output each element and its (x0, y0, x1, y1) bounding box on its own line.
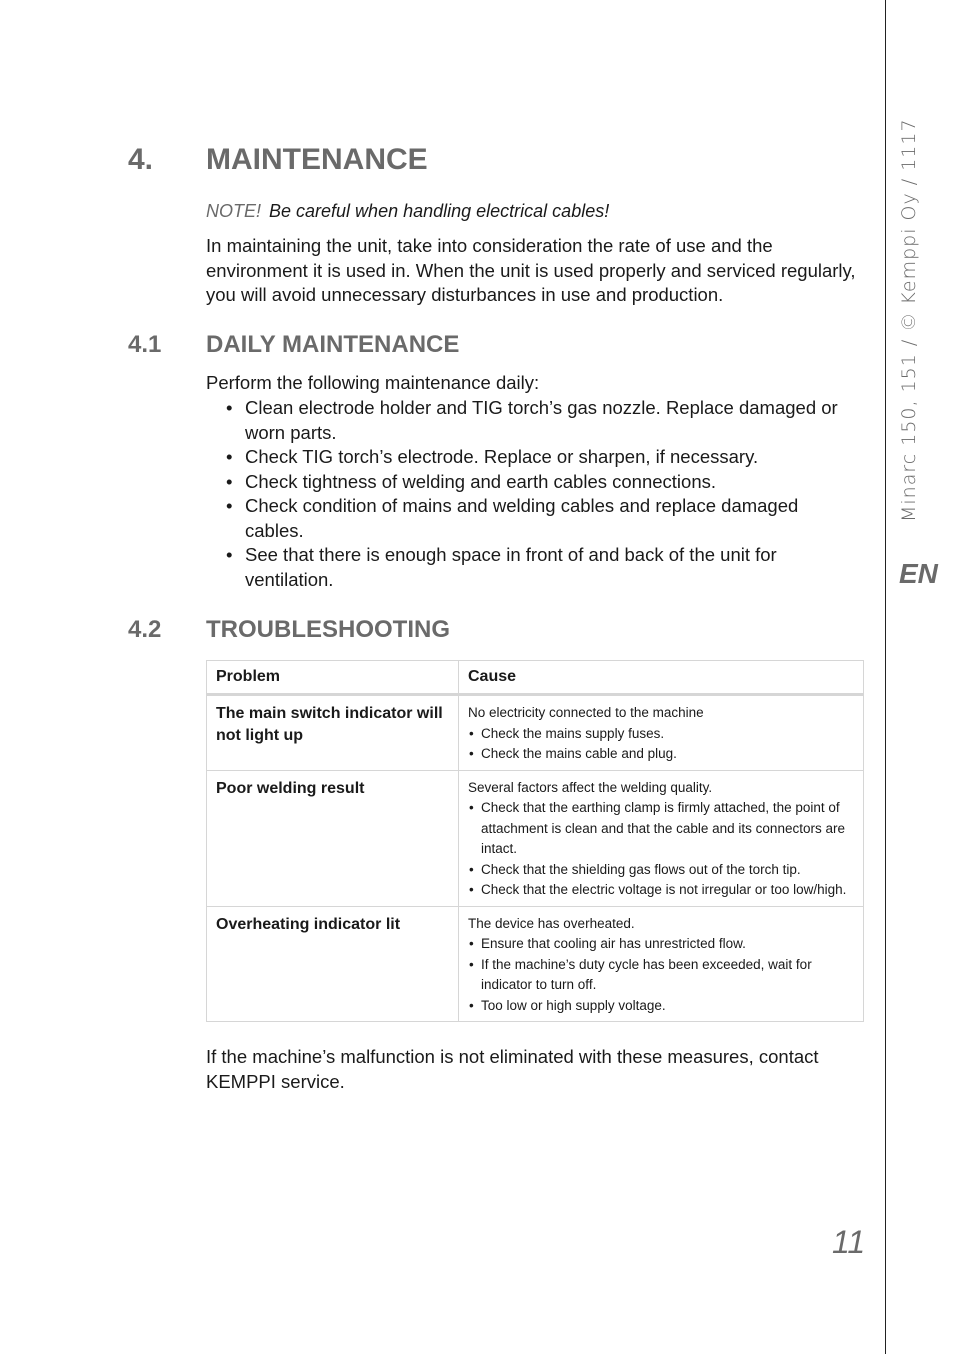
list-item: • Check the mains supply fuses. (469, 725, 665, 741)
cause-cell (459, 695, 864, 771)
intro-paragraph: In maintaining the unit, take into consideration the rate of use and the environment it is used in. When the unit is used properly and serviced regularly, you will avoid unnecessary disturbances in use and production. (206, 235, 856, 305)
check-list (468, 798, 854, 901)
cause-text: Several factors affect the welding quality. (468, 779, 713, 795)
note-text: Be careful when handling electrical cables! (269, 201, 610, 221)
check-list (468, 934, 854, 1016)
list-item: • Check the mains cable and plug. (469, 746, 677, 761)
cause-cell (459, 906, 864, 1022)
list-item: • Check condition of mains and welding cables and replace damaged cables. (226, 495, 799, 541)
problem-cell: The main switch indicator will not light up (207, 695, 459, 771)
list-item: • Check that the earthing clamp is firmly attached, the point of attachment is clean and that the cable and its connectors are intact. (469, 800, 845, 856)
page-number: 11 (832, 1224, 866, 1260)
list-item: • Ensure that cooling air has unrestricted flow. (469, 936, 746, 951)
troubleshooting-table (206, 660, 864, 1022)
language-tag: EN (899, 558, 938, 589)
list-item: • Clean electrode holder and TIG torch’s gas nozzle. Replace damaged or worn parts. (226, 397, 838, 443)
daily-list (206, 396, 856, 592)
list-item: • Too low or high supply voltage. (469, 997, 666, 1013)
table-row (207, 770, 864, 906)
subsection-number-daily: 4.1 (128, 331, 162, 358)
closing-paragraph: If the machine’s malfunction is not eliminated with these measures, contact KEMPPI service. (206, 1046, 819, 1092)
column-header-problem: Problem (207, 661, 459, 695)
subsection-title-troubleshooting: TROUBLESHOOTING (206, 616, 450, 643)
daily-lead: Perform the following maintenance daily: (206, 372, 540, 393)
check-list (468, 724, 854, 765)
section-number: 4. (128, 143, 154, 176)
list-item: • Check tightness of welding and earth cables connections. (226, 470, 717, 492)
table-row (207, 695, 864, 771)
list-item: • Check that the shielding gas flows out of the torch tip. (469, 861, 801, 877)
list-item: • If the machine’s duty cycle has been exceeded, wait for indicator to turn off. (469, 956, 812, 992)
note-label: NOTE! (206, 201, 262, 221)
cause-text: No electricity connected to the machine (468, 705, 704, 720)
cause-cell (459, 770, 864, 906)
margin-rule (885, 0, 886, 1354)
table-header-row (207, 661, 864, 695)
list-item: • Check TIG torch’s electrode. Replace or sharpen, if necessary. (226, 446, 759, 467)
problem-cell: Overheating indicator lit (207, 906, 459, 1022)
section-title: MAINTENANCE (206, 143, 428, 176)
side-imprint: Minarc 150, 151 / © Kemppi Oy / 1117 (898, 118, 920, 522)
problem-cell: Poor welding result (207, 770, 459, 906)
note (206, 201, 609, 222)
column-header-cause: Cause (459, 661, 864, 695)
subsection-number-troubleshooting: 4.2 (128, 616, 162, 643)
cause-text: The device has overheated. (468, 915, 635, 931)
table-row (207, 906, 864, 1022)
list-item: • Check that the electric voltage is not irregular or too low/high. (469, 882, 847, 897)
subsection-title-daily: DAILY MAINTENANCE (206, 331, 460, 358)
list-item: • See that there is enough space in front of and back of the unit for ventilation. (226, 544, 777, 590)
